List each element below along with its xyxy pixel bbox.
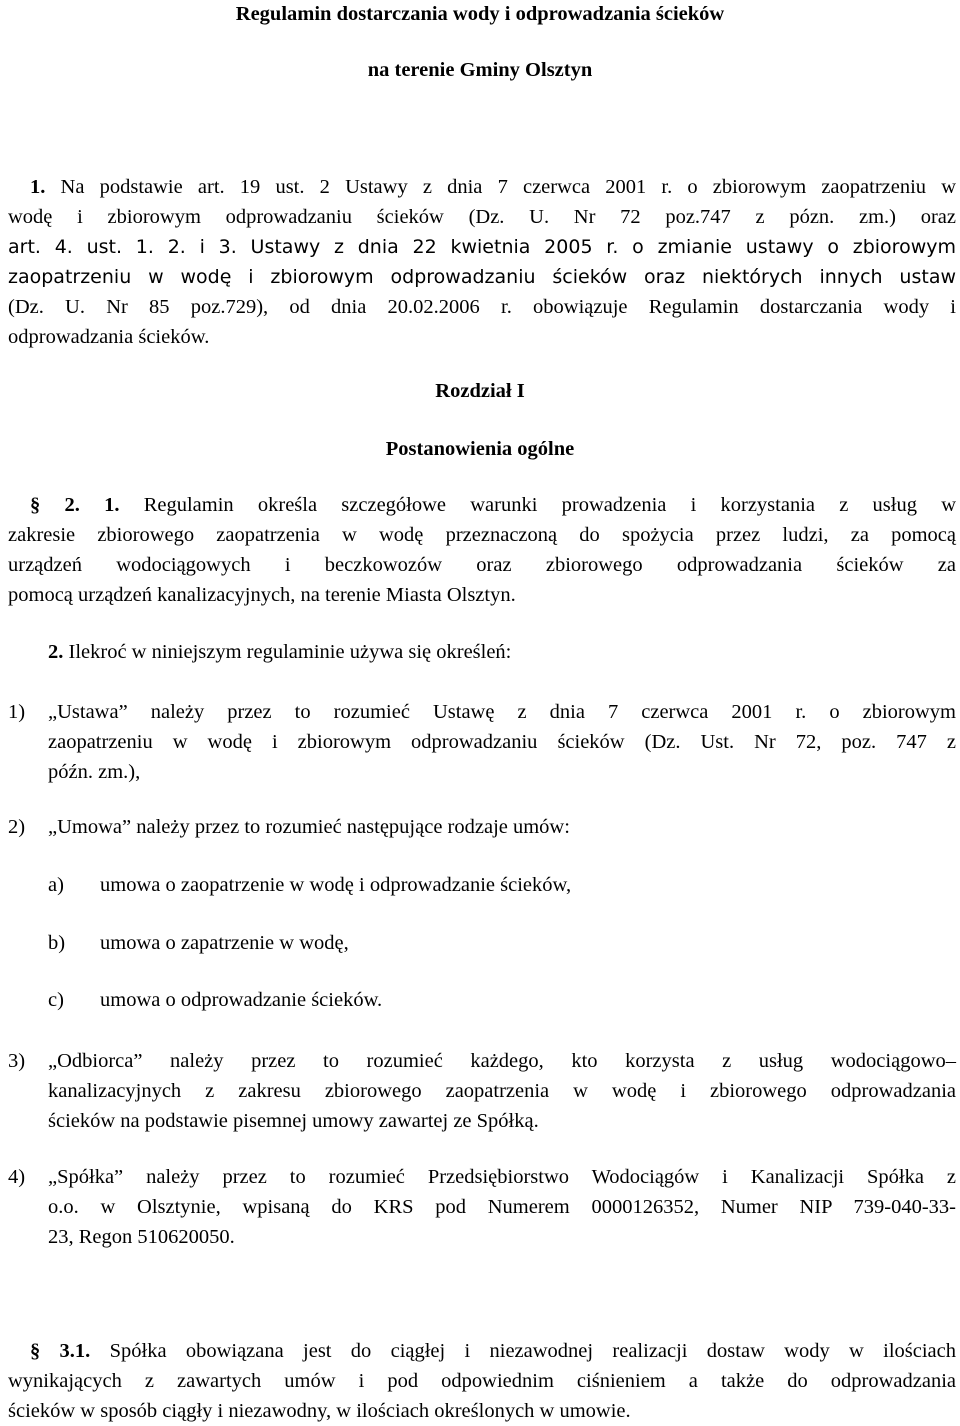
section-line: § 2. 1. Regulamin określa szczegółowe warunki prowadzenia i korzystania z usług w [30,494,957,516]
definition-label: 1) [8,701,26,723]
paragraph-number: 2. [48,641,64,663]
section-line: urządzeń wodociągowych i beczkowozów oraz zbiorowego odprowadzania ścieków za [8,554,956,576]
section-2-paragraph-2: 2. Ilekroć w niniejszym regulaminie używa się określeń: [48,641,512,663]
definition-line: zaopatrzeniu w wodę i zbiorowym odprowadzaniu ścieków (Dz. Ust. Nr 72, poz. 747 z [48,731,956,753]
contract-type-text: umowa o zapatrzenie w wodę, [100,932,349,954]
definition-line: o.o. w Olsztynie, wpisaną do KRS pod Numerem 0000126352, Numer NIP 739-040-33- [48,1196,956,1218]
section-line: zakresie zbiorowego zaopatrzenia w wodę przeznaczoną do spożycia przez ludzi, za pomocą [8,524,956,546]
intro-line: wodę i zbiorowym odprowadzaniu ścieków (Dz. U. Nr 72 poz.747 z pózn. zm.) oraz [8,206,956,228]
definition-line: „Ustawa” należy przez to rozumieć Ustawę z dnia 7 czerwca 2001 r. o zbiorowym [48,701,956,723]
section-line: § 3.1. Spółka obowiązana jest do ciągłej i niezawodnej realizacji dostaw wody w ilościach [30,1340,956,1362]
definition-label: 2) [8,816,26,838]
definition-line: kanalizacyjnych z zakresu zbiorowego zaopatrzenia w wodę i zbiorowego odprowadzania [48,1080,956,1102]
definition-label: 4) [8,1166,26,1188]
intro-paragraph [8,172,956,352]
document-title: Regulamin dostarczania wody i odprowadzania ścieków [235,3,725,25]
definition-line: „Odbiorca” należy przez to rozumieć każdego, kto korzysta z usług wodociągowo– [48,1050,956,1072]
intro-line: zaopatrzeniu w wodę i zbiorowym odprowadzaniu ścieków oraz niektórych innych ustaw [8,266,956,288]
contract-type-text: umowa o zaopatrzenie w wodę i odprowadzanie ścieków, [100,874,572,896]
section-line: ścieków w sposób ciągły i niezawodny, w ilościach określonych w umowie. [8,1400,631,1422]
section-mark: § 2. 1. [30,494,120,516]
chapter-title: Postanowienia ogólne [385,438,575,460]
section-2-paragraph-1 [8,490,956,610]
section-3-paragraph [8,1336,956,1426]
section-mark: § 3.1. [30,1340,91,1362]
intro-line: art. 4. ust. 1. 2. i 3. Ustawy z dnia 22 kwietnia 2005 r. o zmianie ustawy o zbiorowym [8,236,956,258]
contract-type-label: c) [48,989,64,1011]
definition-line: 23, Regon 510620050. [48,1226,235,1248]
intro-line: 1. Na podstawie art. 19 ust. 2 Ustawy z dnia 7 czerwca 2001 r. o zbiorowym zaopatrzeniu w [30,176,957,198]
definition-line: późn. zm.), [48,761,141,783]
contract-type-label: a) [48,874,64,896]
definition-line: „Umowa” należy przez to rozumieć następujące rodzaje umów: [48,816,570,838]
definition-label: 3) [8,1050,26,1072]
contract-type-label: b) [48,932,66,954]
definition-line: ścieków na podstawie pisemnej umowy zawartej ze Spółką. [48,1110,539,1132]
definition-line: „Spółka” należy przez to rozumieć Przedsiębiorstwo Wodociągów i Kanalizacji Spółka z [48,1166,956,1188]
intro-line: odprowadzania ścieków. [8,326,210,348]
intro-number: 1. [30,176,46,198]
document-subtitle: na terenie Gminy Olsztyn [367,59,593,81]
section-line: wynikających z zawartych umów i pod odpowiednim ciśnieniem a także do odprowadzania [8,1370,956,1392]
chapter-number: Rozdział I [435,380,525,402]
intro-line: (Dz. U. Nr 85 poz.729), od dnia 20.02.2006 r. obowiązuje Regulamin dostarczania wody i [8,296,956,318]
section-line: pomocą urządzeń kanalizacyjnych, na terenie Miasta Olsztyn. [8,584,516,606]
contract-type-text: umowa o odprowadzanie ścieków. [100,989,383,1011]
